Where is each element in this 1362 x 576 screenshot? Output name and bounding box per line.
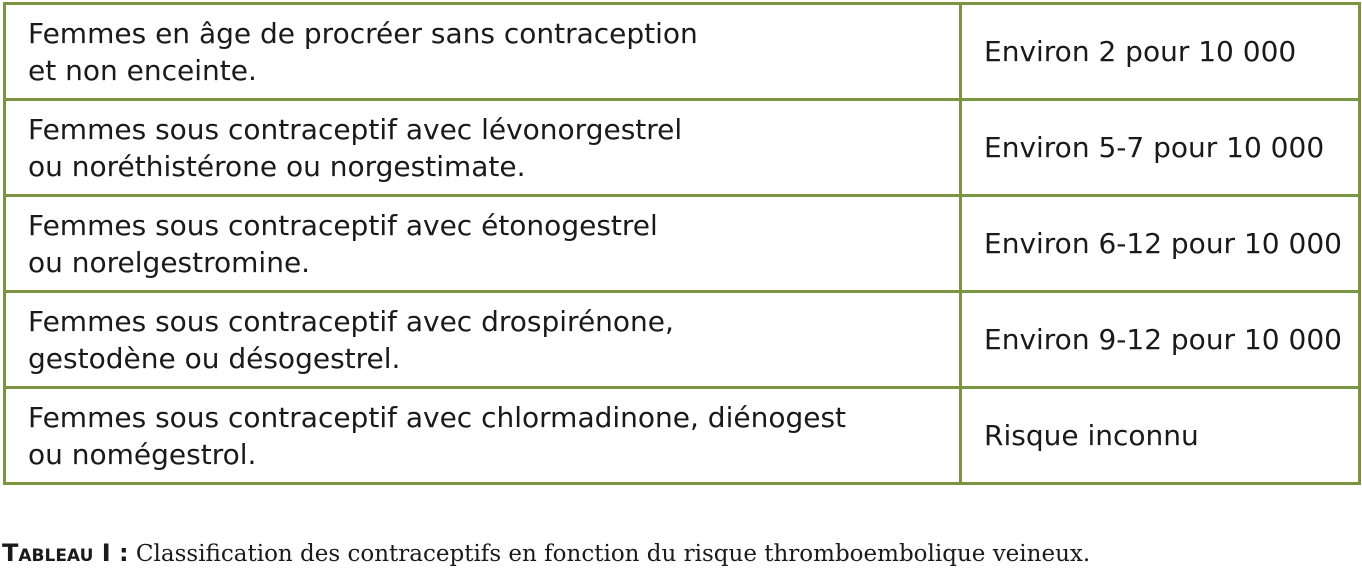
category-line: Femmes sous contraceptif avec chlormadinone, diénogest bbox=[28, 400, 847, 434]
table-row bbox=[5, 4, 1360, 100]
table-row bbox=[5, 100, 1360, 196]
table-row bbox=[5, 292, 1360, 388]
category-line: Femmes sous contraceptif avec étonogestrel bbox=[28, 208, 658, 242]
category-line: gestodène ou désogestrel. bbox=[28, 341, 401, 375]
category-line: ou nomégestrol. bbox=[28, 437, 257, 471]
caption-text: Classification des contraceptifs en fonction du risque thromboembolique veineux. bbox=[128, 541, 1091, 567]
category-cell bbox=[5, 4, 961, 100]
category-line: ou noréthistérone ou norgestimate. bbox=[28, 149, 526, 183]
risk-cell: Environ 2 pour 10 000 bbox=[961, 4, 1360, 100]
category-cell bbox=[5, 100, 961, 196]
category-line: et non enceinte. bbox=[28, 53, 257, 87]
risk-cell: Environ 9-12 pour 10 000 bbox=[961, 292, 1360, 388]
caption-label: Tableau I : bbox=[2, 539, 129, 567]
risk-cell: Environ 5-7 pour 10 000 bbox=[961, 100, 1360, 196]
category-line: ou norelgestromine. bbox=[28, 245, 311, 279]
category-line: Femmes sous contraceptif avec drospirénone, bbox=[28, 304, 674, 338]
risk-table bbox=[3, 2, 1361, 485]
category-cell bbox=[5, 388, 961, 484]
table-caption bbox=[2, 537, 1090, 570]
category-line: Femmes sous contraceptif avec lévonorgestrel bbox=[28, 112, 683, 146]
category-cell bbox=[5, 196, 961, 292]
category-line: Femmes en âge de procréer sans contraception bbox=[28, 16, 698, 50]
risk-cell: Risque inconnu bbox=[961, 388, 1360, 484]
risk-cell: Environ 6-12 pour 10 000 bbox=[961, 196, 1360, 292]
table-row bbox=[5, 388, 1360, 484]
category-cell bbox=[5, 292, 961, 388]
table-row bbox=[5, 196, 1360, 292]
